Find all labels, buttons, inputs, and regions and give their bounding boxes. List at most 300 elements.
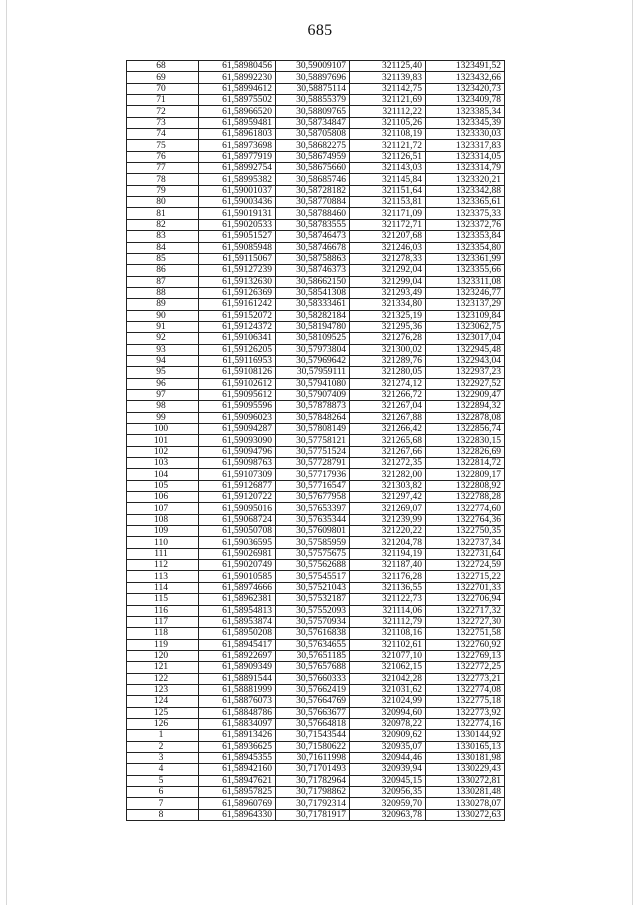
longitude-cell: 30,58783555	[276, 219, 350, 230]
latitude-cell: 61,59095612	[199, 389, 276, 400]
coord-x-cell: 321299,04	[350, 276, 426, 287]
point-number-cell: 92	[127, 333, 199, 344]
point-number-cell: 75	[127, 140, 199, 151]
coord-y-cell: 1323109,84	[426, 310, 505, 321]
coord-x-cell: 321112,79	[350, 616, 426, 627]
longitude-cell: 30,57653397	[276, 503, 350, 514]
point-number-cell: 78	[127, 174, 199, 185]
table-row	[127, 730, 505, 741]
coord-y-cell: 1323314,05	[426, 151, 505, 162]
coord-x-cell: 321266,72	[350, 389, 426, 400]
longitude-cell: 30,57717936	[276, 469, 350, 480]
latitude-cell: 61,58953874	[199, 616, 276, 627]
longitude-cell: 30,59009107	[276, 61, 350, 72]
longitude-cell: 30,71782964	[276, 775, 350, 786]
point-number-cell: 118	[127, 628, 199, 639]
scan-edge-left	[6, 0, 7, 905]
latitude-cell: 61,59094796	[199, 446, 276, 457]
point-number-cell: 125	[127, 707, 199, 718]
table-row	[127, 344, 505, 355]
table-row	[127, 83, 505, 94]
latitude-cell: 61,59026981	[199, 548, 276, 559]
latitude-cell: 61,59096023	[199, 412, 276, 423]
latitude-cell: 61,59124372	[199, 321, 276, 332]
coord-y-cell: 1322760,92	[426, 639, 505, 650]
coordinates-table	[126, 60, 505, 821]
point-number-cell: 89	[127, 299, 199, 310]
coord-y-cell: 1323062,75	[426, 321, 505, 332]
table-row	[127, 469, 505, 480]
longitude-cell: 30,58674959	[276, 151, 350, 162]
point-number-cell: 97	[127, 389, 199, 400]
table-row	[127, 367, 505, 378]
coord-x-cell: 321274,12	[350, 378, 426, 389]
longitude-cell: 30,58770884	[276, 197, 350, 208]
point-number-cell: 8	[127, 809, 199, 820]
coord-y-cell: 1322764,36	[426, 514, 505, 525]
table-row	[127, 72, 505, 83]
coord-x-cell: 321289,76	[350, 355, 426, 366]
coord-x-cell: 321114,06	[350, 605, 426, 616]
table-row	[127, 151, 505, 162]
coord-x-cell: 321194,19	[350, 548, 426, 559]
longitude-cell: 30,57660333	[276, 673, 350, 684]
coord-y-cell: 1322750,35	[426, 526, 505, 537]
table-row	[127, 276, 505, 287]
table-row	[127, 707, 505, 718]
point-number-cell: 107	[127, 503, 199, 514]
table-row	[127, 299, 505, 310]
latitude-cell: 61,58974666	[199, 582, 276, 593]
table-row	[127, 650, 505, 661]
table-row	[127, 106, 505, 117]
latitude-cell: 61,59106341	[199, 333, 276, 344]
table-row	[127, 798, 505, 809]
coord-x-cell: 321024,99	[350, 696, 426, 707]
coord-y-cell: 1330272,81	[426, 775, 505, 786]
coord-x-cell: 321105,26	[350, 117, 426, 128]
table-row	[127, 185, 505, 196]
coord-y-cell: 1322774,16	[426, 718, 505, 729]
table-row	[127, 809, 505, 820]
longitude-cell: 30,58682275	[276, 140, 350, 151]
coord-y-cell: 1322706,94	[426, 594, 505, 605]
point-number-cell: 113	[127, 571, 199, 582]
coord-y-cell: 1322830,15	[426, 435, 505, 446]
coord-x-cell: 321142,75	[350, 83, 426, 94]
latitude-cell: 61,58950208	[199, 628, 276, 639]
coord-x-cell: 320944,46	[350, 752, 426, 763]
table-row	[127, 321, 505, 332]
coord-y-cell: 1322772,25	[426, 662, 505, 673]
latitude-cell: 61,58881999	[199, 684, 276, 695]
table-row	[127, 582, 505, 593]
coord-y-cell: 1322769,13	[426, 650, 505, 661]
longitude-cell: 30,58734847	[276, 117, 350, 128]
coord-y-cell: 1322737,34	[426, 537, 505, 548]
latitude-cell: 61,59126369	[199, 287, 276, 298]
latitude-cell: 61,58945355	[199, 752, 276, 763]
coord-y-cell: 1322731,64	[426, 548, 505, 559]
coord-y-cell: 1322809,17	[426, 469, 505, 480]
table-row	[127, 310, 505, 321]
table-row	[127, 253, 505, 264]
coord-x-cell: 321207,68	[350, 231, 426, 242]
coord-y-cell: 1322775,18	[426, 696, 505, 707]
coord-x-cell: 321102,61	[350, 639, 426, 650]
longitude-cell: 30,58746373	[276, 265, 350, 276]
latitude-cell: 61,59020533	[199, 219, 276, 230]
table-row	[127, 514, 505, 525]
latitude-cell: 61,58964330	[199, 809, 276, 820]
coord-x-cell: 321239,99	[350, 514, 426, 525]
page-number: 685	[307, 22, 333, 39]
latitude-cell: 61,59098763	[199, 458, 276, 469]
latitude-cell: 61,58975502	[199, 95, 276, 106]
longitude-cell: 30,58675660	[276, 163, 350, 174]
latitude-cell: 61,59115067	[199, 253, 276, 264]
longitude-cell: 30,57657688	[276, 662, 350, 673]
coord-x-cell: 321031,62	[350, 684, 426, 695]
table-row	[127, 560, 505, 571]
latitude-cell: 61,58992754	[199, 163, 276, 174]
coord-y-cell: 1322937,23	[426, 367, 505, 378]
latitude-cell: 61,59001037	[199, 185, 276, 196]
coord-x-cell: 321143,03	[350, 163, 426, 174]
longitude-cell: 30,58109525	[276, 333, 350, 344]
longitude-cell: 30,57677958	[276, 492, 350, 503]
point-number-cell: 116	[127, 605, 199, 616]
latitude-cell: 61,58973698	[199, 140, 276, 151]
coord-y-cell: 1322826,69	[426, 446, 505, 457]
latitude-cell: 61,59094287	[199, 424, 276, 435]
point-number-cell: 72	[127, 106, 199, 117]
coord-x-cell: 321295,36	[350, 321, 426, 332]
latitude-cell: 61,58995382	[199, 174, 276, 185]
table-row	[127, 61, 505, 72]
table-row	[127, 548, 505, 559]
longitude-cell: 30,58541308	[276, 287, 350, 298]
coord-y-cell: 1323385,34	[426, 106, 505, 117]
table-row	[127, 117, 505, 128]
point-number-cell: 73	[127, 117, 199, 128]
coord-x-cell: 320959,70	[350, 798, 426, 809]
coord-x-cell: 321151,64	[350, 185, 426, 196]
coord-x-cell: 321220,22	[350, 526, 426, 537]
point-number-cell: 98	[127, 401, 199, 412]
coord-x-cell: 321172,71	[350, 219, 426, 230]
coord-x-cell: 320963,78	[350, 809, 426, 820]
point-number-cell: 99	[127, 412, 199, 423]
latitude-cell: 61,59020749	[199, 560, 276, 571]
latitude-cell: 61,59068724	[199, 514, 276, 525]
coord-y-cell: 1323432,66	[426, 72, 505, 83]
coord-y-cell: 1322878,08	[426, 412, 505, 423]
coord-y-cell: 1323320,21	[426, 174, 505, 185]
coord-y-cell: 1323372,76	[426, 219, 505, 230]
coord-x-cell: 321204,78	[350, 537, 426, 548]
latitude-cell: 61,58922697	[199, 650, 276, 661]
latitude-cell: 61,58954813	[199, 605, 276, 616]
coord-y-cell: 1322856,74	[426, 424, 505, 435]
coord-x-cell: 320939,94	[350, 764, 426, 775]
coord-x-cell: 321062,15	[350, 662, 426, 673]
latitude-cell: 61,59132630	[199, 276, 276, 287]
point-number-cell: 117	[127, 616, 199, 627]
longitude-cell: 30,57716547	[276, 480, 350, 491]
longitude-cell: 30,57969642	[276, 355, 350, 366]
coord-y-cell: 1322751,58	[426, 628, 505, 639]
point-number-cell: 119	[127, 639, 199, 650]
latitude-cell: 61,58834097	[199, 718, 276, 729]
coord-x-cell: 321122,73	[350, 594, 426, 605]
longitude-cell: 30,58875114	[276, 83, 350, 94]
point-number-cell: 93	[127, 344, 199, 355]
coord-y-cell: 1322774,08	[426, 684, 505, 695]
coord-x-cell: 321267,88	[350, 412, 426, 423]
coord-x-cell: 320978,22	[350, 718, 426, 729]
point-number-cell: 100	[127, 424, 199, 435]
coord-y-cell: 1322945,48	[426, 344, 505, 355]
point-number-cell: 123	[127, 684, 199, 695]
point-number-cell: 85	[127, 253, 199, 264]
table-row	[127, 616, 505, 627]
table-row	[127, 197, 505, 208]
latitude-cell: 61,59161242	[199, 299, 276, 310]
coord-y-cell: 1323491,52	[426, 61, 505, 72]
coord-y-cell: 1323017,04	[426, 333, 505, 344]
longitude-cell: 30,58746473	[276, 231, 350, 242]
table-row	[127, 208, 505, 219]
longitude-cell: 30,57609801	[276, 526, 350, 537]
longitude-cell: 30,57545517	[276, 571, 350, 582]
longitude-cell: 30,57575675	[276, 548, 350, 559]
longitude-cell: 30,57941080	[276, 378, 350, 389]
table-row	[127, 219, 505, 230]
longitude-cell: 30,57651185	[276, 650, 350, 661]
table-row	[127, 718, 505, 729]
point-number-cell: 103	[127, 458, 199, 469]
coord-y-cell: 1323317,83	[426, 140, 505, 151]
point-number-cell: 121	[127, 662, 199, 673]
longitude-cell: 30,57521043	[276, 582, 350, 593]
coord-y-cell: 1322894,32	[426, 401, 505, 412]
latitude-cell: 61,59120722	[199, 492, 276, 503]
coord-y-cell: 1323314,79	[426, 163, 505, 174]
table-row	[127, 673, 505, 684]
table-row	[127, 605, 505, 616]
coord-y-cell: 1322808,92	[426, 480, 505, 491]
table-row	[127, 764, 505, 775]
table-row	[127, 639, 505, 650]
latitude-cell: 61,58876073	[199, 696, 276, 707]
point-number-cell: 79	[127, 185, 199, 196]
longitude-cell: 30,57552093	[276, 605, 350, 616]
coord-x-cell: 321125,40	[350, 61, 426, 72]
coord-y-cell: 1322715,22	[426, 571, 505, 582]
point-number-cell: 7	[127, 798, 199, 809]
coord-y-cell: 1323361,99	[426, 253, 505, 264]
latitude-cell: 61,59095016	[199, 503, 276, 514]
coord-y-cell: 1330272,63	[426, 809, 505, 820]
table-row	[127, 174, 505, 185]
coord-y-cell: 1323342,88	[426, 185, 505, 196]
coord-x-cell: 321187,40	[350, 560, 426, 571]
table-row	[127, 628, 505, 639]
longitude-cell: 30,57635344	[276, 514, 350, 525]
latitude-cell: 61,58913426	[199, 730, 276, 741]
point-number-cell: 124	[127, 696, 199, 707]
latitude-cell: 61,58891544	[199, 673, 276, 684]
longitude-cell: 30,58855379	[276, 95, 350, 106]
coord-x-cell: 321276,28	[350, 333, 426, 344]
table-row	[127, 537, 505, 548]
table-row	[127, 333, 505, 344]
point-number-cell: 106	[127, 492, 199, 503]
coord-y-cell: 1330229,43	[426, 764, 505, 775]
latitude-cell: 61,59102612	[199, 378, 276, 389]
longitude-cell: 30,71798862	[276, 787, 350, 798]
coord-y-cell: 1322814,72	[426, 458, 505, 469]
latitude-cell: 61,58966520	[199, 106, 276, 117]
coord-x-cell: 321303,82	[350, 480, 426, 491]
longitude-cell: 30,58728182	[276, 185, 350, 196]
coord-x-cell: 321112,22	[350, 106, 426, 117]
table-row	[127, 412, 505, 423]
coord-x-cell: 320994,60	[350, 707, 426, 718]
coord-x-cell: 321278,33	[350, 253, 426, 264]
coord-y-cell: 1330278,07	[426, 798, 505, 809]
coord-x-cell: 321108,16	[350, 628, 426, 639]
table-row	[127, 129, 505, 140]
latitude-cell: 61,58961803	[199, 129, 276, 140]
longitude-cell: 30,71611998	[276, 752, 350, 763]
coord-x-cell: 321334,80	[350, 299, 426, 310]
longitude-cell: 30,71792314	[276, 798, 350, 809]
coord-x-cell: 321246,03	[350, 242, 426, 253]
longitude-cell: 30,58333461	[276, 299, 350, 310]
longitude-cell: 30,71701493	[276, 764, 350, 775]
coord-x-cell: 321126,51	[350, 151, 426, 162]
point-number-cell: 122	[127, 673, 199, 684]
coord-y-cell: 1322724,59	[426, 560, 505, 571]
coord-x-cell: 321300,02	[350, 344, 426, 355]
point-number-cell: 94	[127, 355, 199, 366]
latitude-cell: 61,58909349	[199, 662, 276, 673]
point-number-cell: 81	[127, 208, 199, 219]
point-number-cell: 80	[127, 197, 199, 208]
point-number-cell: 1	[127, 730, 199, 741]
longitude-cell: 30,57848264	[276, 412, 350, 423]
longitude-cell: 30,57662419	[276, 684, 350, 695]
coord-y-cell: 1323137,29	[426, 299, 505, 310]
coordinates-table-body	[127, 61, 505, 821]
longitude-cell: 30,57808149	[276, 424, 350, 435]
latitude-cell: 61,59126205	[199, 344, 276, 355]
longitude-cell: 30,57758121	[276, 435, 350, 446]
coord-x-cell: 321139,83	[350, 72, 426, 83]
longitude-cell: 30,57664818	[276, 718, 350, 729]
longitude-cell: 30,57634655	[276, 639, 350, 650]
point-number-cell: 90	[127, 310, 199, 321]
latitude-cell: 61,58936625	[199, 741, 276, 752]
point-number-cell: 109	[127, 526, 199, 537]
table-row	[127, 378, 505, 389]
longitude-cell: 30,57728791	[276, 458, 350, 469]
latitude-cell: 61,59152072	[199, 310, 276, 321]
table-row	[127, 401, 505, 412]
longitude-cell: 30,57959111	[276, 367, 350, 378]
coord-x-cell: 321121,72	[350, 140, 426, 151]
coord-y-cell: 1322927,52	[426, 378, 505, 389]
coord-x-cell: 321280,05	[350, 367, 426, 378]
latitude-cell: 61,59051527	[199, 231, 276, 242]
point-number-cell: 91	[127, 321, 199, 332]
point-number-cell: 87	[127, 276, 199, 287]
point-number-cell: 84	[127, 242, 199, 253]
table-row	[127, 163, 505, 174]
latitude-cell: 61,58977919	[199, 151, 276, 162]
longitude-cell: 30,58788460	[276, 208, 350, 219]
latitude-cell: 61,59093090	[199, 435, 276, 446]
latitude-cell: 61,59003436	[199, 197, 276, 208]
coord-y-cell: 1322717,32	[426, 605, 505, 616]
point-number-cell: 83	[127, 231, 199, 242]
latitude-cell: 61,59116953	[199, 355, 276, 366]
longitude-cell: 30,58758863	[276, 253, 350, 264]
point-number-cell: 3	[127, 752, 199, 763]
table-row	[127, 775, 505, 786]
point-number-cell: 5	[127, 775, 199, 786]
latitude-cell: 61,59108126	[199, 367, 276, 378]
coord-x-cell: 320956,35	[350, 787, 426, 798]
coord-x-cell: 321077,10	[350, 650, 426, 661]
coord-x-cell: 321042,28	[350, 673, 426, 684]
table-row	[127, 424, 505, 435]
latitude-cell: 61,58945417	[199, 639, 276, 650]
table-row	[127, 458, 505, 469]
coord-y-cell: 1322943,04	[426, 355, 505, 366]
scan-edge-right	[632, 0, 633, 905]
point-number-cell: 95	[127, 367, 199, 378]
longitude-cell: 30,58282184	[276, 310, 350, 321]
latitude-cell: 61,58957825	[199, 787, 276, 798]
point-number-cell: 76	[127, 151, 199, 162]
table-row	[127, 140, 505, 151]
longitude-cell: 30,57663677	[276, 707, 350, 718]
longitude-cell: 30,58685746	[276, 174, 350, 185]
coord-x-cell: 321266,42	[350, 424, 426, 435]
coord-y-cell: 1323420,73	[426, 83, 505, 94]
coord-x-cell: 321171,09	[350, 208, 426, 219]
coord-x-cell: 321176,28	[350, 571, 426, 582]
table-row	[127, 389, 505, 400]
coord-x-cell: 320909,62	[350, 730, 426, 741]
table-row	[127, 571, 505, 582]
longitude-cell: 30,58809765	[276, 106, 350, 117]
longitude-cell: 30,57570934	[276, 616, 350, 627]
point-number-cell: 110	[127, 537, 199, 548]
latitude-cell: 61,58942160	[199, 764, 276, 775]
point-number-cell: 126	[127, 718, 199, 729]
coord-y-cell: 1323353,84	[426, 231, 505, 242]
coord-y-cell: 1323345,39	[426, 117, 505, 128]
coord-y-cell: 1323409,78	[426, 95, 505, 106]
coord-x-cell: 321145,84	[350, 174, 426, 185]
latitude-cell: 61,58947621	[199, 775, 276, 786]
coord-y-cell: 1323330,03	[426, 129, 505, 140]
table-row	[127, 787, 505, 798]
